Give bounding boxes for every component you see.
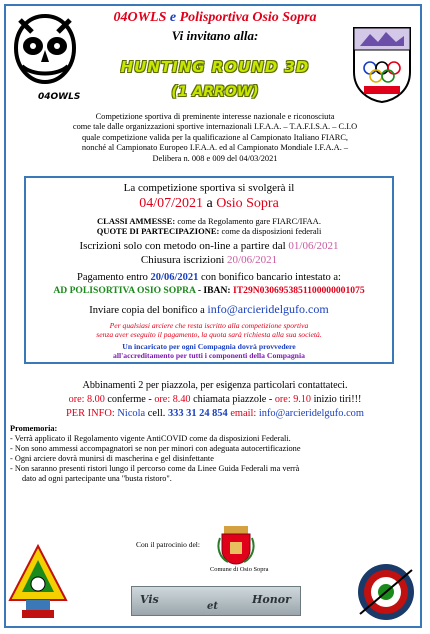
- date-line: [26, 196, 392, 212]
- promemoria-item: dato ad ogni partecipante una "busta ristoro".: [22, 474, 172, 483]
- held-text: La competizione sportiva si svolgerà il: [123, 182, 295, 194]
- classes-line: [26, 216, 392, 226]
- intro-line: Competizione sportiva di preminente interesse nazionale e riconosciuta: [95, 112, 335, 121]
- info-email[interactable]: info@arcieridelgufo.com: [258, 408, 364, 419]
- promemoria-item: - Non sono ammessi accompagnatori se non per minori con adeguata autocertificazione: [10, 444, 301, 453]
- comune-crest: [216, 524, 256, 566]
- organizers-line: [0, 10, 430, 26]
- organizer-1: 04OWLS: [113, 10, 167, 25]
- banner-word: et: [207, 601, 218, 612]
- fees-label: QUOTE DI PARTECIPAZIONE:: [96, 226, 220, 236]
- time-1: ore: 8.00: [68, 394, 105, 405]
- intro-line: quale competizione valida per la qualificazione al Campionato Italiano FIARC,: [81, 132, 349, 142]
- warning-line: Per qualsiasi arciere che resta iscritto alla competizione sportiva: [109, 321, 309, 330]
- registration-date: 01/06/2021: [288, 240, 339, 252]
- event-title: HUNTING ROUND 3D: [120, 58, 310, 76]
- send-copy-text: Inviare copia del bonifico a: [89, 305, 205, 316]
- owl-logo-text: 04OWLS: [38, 92, 81, 102]
- ifaa-badge-icon: [8, 544, 68, 622]
- payment-text-1: Pagamento entro: [77, 272, 148, 283]
- covid-line: all'accreditamento per tutti i componenti della Compagnia: [113, 351, 305, 360]
- time-2-text: chiamata piazzole -: [193, 394, 273, 405]
- intro-line: come tale dalle organizzazioni sportive internazionali I.F.A.A. – T.A.F.I.S.A. – C.I.O: [72, 122, 358, 132]
- at-word: a: [206, 196, 213, 211]
- classes-value: come da Regolamento gare FIARC/IFAA.: [177, 216, 321, 226]
- target-badge: [354, 562, 418, 622]
- info-label: PER INFO:: [66, 408, 115, 419]
- promemoria-item: - Non saranno presenti ristori lungo il percorso come da Linee Guida Federali ma verrà: [10, 464, 300, 473]
- organizer-conj: e: [169, 10, 177, 25]
- payment-line: [26, 272, 392, 283]
- comune-name: Comune di Osio Sopra: [210, 566, 269, 573]
- details-box: [24, 176, 394, 364]
- ifaa-badge: [8, 544, 68, 622]
- comune-crest-icon: [216, 524, 256, 566]
- send-copy-email[interactable]: info@arcieridelgufo.com: [207, 302, 329, 316]
- closing-line: [26, 254, 392, 266]
- pairs-line: Abbinamenti 2 per piazzola, per esigenza particolari contattateci.: [82, 380, 348, 391]
- payee: AD POLISORTIVA OSIO SOPRA: [53, 285, 196, 296]
- target-icon: [354, 562, 418, 622]
- iban: IT29N0306953851100000001075: [233, 285, 365, 296]
- payment-text-2: con bonifico bancario intestato a:: [201, 272, 341, 283]
- times-line: [0, 394, 430, 405]
- intro-line: Delibera n. 008 e 009 del 04/03/2021: [152, 153, 278, 163]
- covid-line: Un incaricato per ogni Compagnia dovrà provvedere: [122, 342, 296, 351]
- time-3-text: inizio tiri!!!: [313, 394, 362, 405]
- fees-value: come da disposizioni federali: [221, 226, 322, 236]
- registration-text: Iscrizioni solo con metodo on-line a partire dal: [79, 240, 286, 252]
- banner-word: Vis: [140, 593, 159, 606]
- fees-line: [26, 226, 392, 236]
- patrocinio-text: Con il patrocinio del:: [136, 540, 200, 549]
- payment-date: 20/06/2021: [150, 272, 199, 283]
- time-1-text: conferme -: [107, 394, 152, 405]
- promemoria-item: - Ogni arciere dovrà munirsi di mascherina e gel disinfettante: [10, 454, 214, 463]
- time-2: ore: 8.40: [154, 394, 191, 405]
- send-copy-line: [26, 302, 392, 317]
- registration-line: [26, 240, 392, 252]
- info-phone[interactable]: 333 31 24 854: [167, 408, 228, 419]
- vis-et-honor-banner: [131, 586, 301, 616]
- info-cell-label: cell.: [147, 408, 166, 419]
- event-subtitle: (1 ARROW): [171, 84, 259, 100]
- iban-label: - IBAN:: [197, 285, 231, 296]
- time-3: ore: 9.10: [274, 394, 312, 405]
- closing-date: 20/06/2021: [227, 254, 278, 266]
- warning-line: senza aver eseguito il pagamento, la quota sarà richiesta alla sua società.: [96, 330, 322, 339]
- classes-label: CLASSI AMMESSE:: [97, 216, 176, 226]
- promemoria-item: - Verrà applicato il Regolamento vigente AntiCOVID come da disposizioni Federali.: [10, 434, 291, 443]
- intro-paragraph: [40, 112, 390, 164]
- closing-text: Chiusura iscrizioni: [140, 254, 225, 266]
- intro-line: nonché al Campionato Europeo I.F.A.A. ed al Campionato Mondiale I.F.A.A. –: [81, 143, 349, 153]
- invite-line: Vi invitano alla:: [171, 28, 259, 43]
- info-name: Nicola: [117, 408, 146, 419]
- promemoria-title: Promemoria:: [10, 424, 58, 433]
- event-place: Osio Sopra: [216, 196, 279, 211]
- info-email-label: email:: [230, 408, 257, 419]
- info-line: [0, 408, 430, 419]
- iban-line: [26, 285, 392, 296]
- organizer-2: Polisportiva Osio Sopra: [179, 10, 317, 25]
- banner-word: Honor: [252, 593, 291, 606]
- event-date: 04/07/2021: [139, 196, 203, 211]
